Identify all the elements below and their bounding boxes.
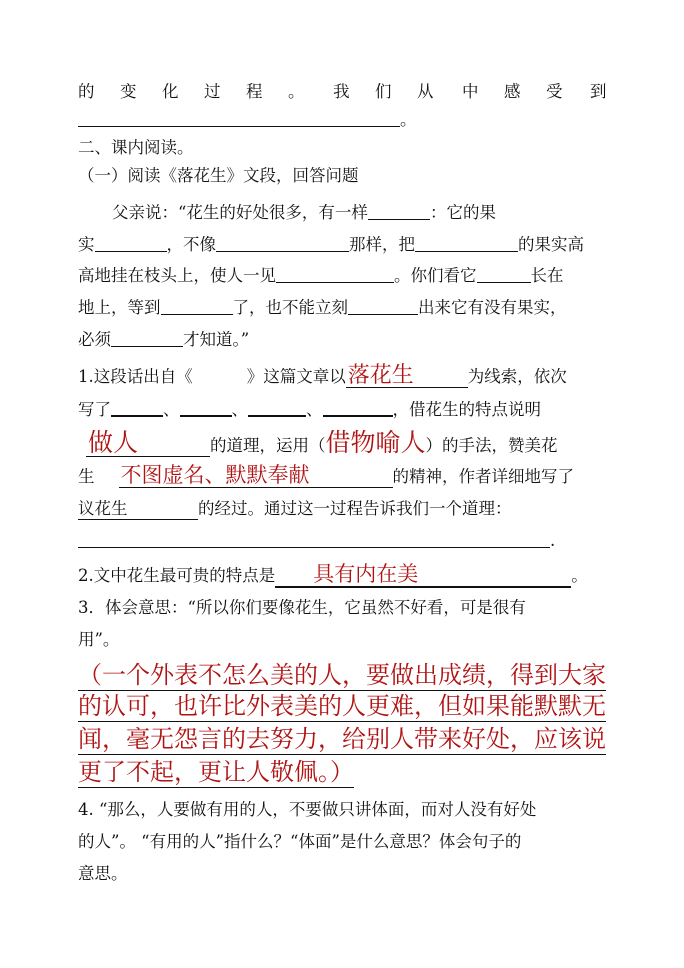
text-fragment: 》这篇文章以	[246, 367, 346, 386]
text-fragment: 。	[571, 566, 588, 585]
question-4-line: 4. “那么，人要做有用的人，不要做只讲体面，而对人没有好处	[78, 800, 537, 819]
text-char: 化	[162, 82, 179, 101]
text-fragment: 议花生	[78, 499, 128, 518]
text-char: 我	[333, 82, 350, 101]
answer-field-spirit[interactable]	[119, 465, 393, 488]
text-fragment: 必须	[78, 330, 111, 349]
answer-blank[interactable]	[78, 531, 550, 548]
text-char: 变	[120, 82, 137, 101]
text-fragment: ，借花生的特点说明	[392, 400, 541, 419]
fill-line-blank	[78, 110, 417, 130]
question-1-line	[78, 399, 541, 420]
answer-blank[interactable]	[323, 399, 393, 417]
answer-blank[interactable]	[216, 235, 349, 252]
subsection-heading: （一）阅读《落花生》文段，回答问题	[78, 166, 359, 185]
text-fragment: 那样，把	[349, 235, 415, 254]
handwritten-answer: 落花生	[347, 363, 414, 388]
text-fragment: 地上，等到	[78, 298, 161, 317]
text-fragment: 实	[78, 235, 95, 254]
text-fragment: 的经过。通过这一过程告诉我们一个道理：	[198, 499, 512, 518]
answer-blank[interactable]	[348, 298, 418, 315]
answer-blank[interactable]	[368, 203, 430, 220]
text-char: 感	[504, 82, 521, 101]
text-char: 的	[78, 82, 95, 101]
question-1-line	[78, 465, 574, 488]
question-1-line	[78, 499, 512, 520]
text-fragment: ）的手法，赞美花	[425, 436, 558, 455]
question-4-line: 意思。	[78, 864, 128, 883]
answer-blank[interactable]	[111, 399, 163, 417]
text-fragment: 出来它有没有果实，	[418, 298, 567, 317]
text-char: 过	[204, 82, 221, 101]
handwritten-answer: 做人	[88, 428, 139, 457]
section-heading: 二、课内阅读。	[78, 138, 194, 157]
answer-field-trait[interactable]	[275, 564, 571, 588]
answer-field-lesson[interactable]	[86, 428, 210, 457]
handwritten-answer: 的认可，也许比外表美的人更难，但如果能默默无	[78, 692, 606, 720]
text-char: 中	[462, 82, 479, 101]
text-fragment: 才知道。”	[183, 330, 250, 349]
text-fragment: 的果实高	[518, 235, 584, 254]
passage-line	[78, 266, 564, 286]
passage-line	[112, 203, 496, 223]
text-fragment: 了，也不能立刻	[232, 298, 348, 317]
question-1-line	[86, 428, 558, 457]
text-fragment: 高地挂在枝头上，使人一见	[78, 266, 276, 285]
answer-blank[interactable]	[78, 110, 400, 127]
text-fragment: 的道理，运用（	[210, 436, 326, 455]
handwritten-answer: 更了不起，更让人敬佩。）	[78, 758, 354, 786]
answer-blank[interactable]	[111, 330, 183, 347]
text-fragment: 、	[231, 400, 248, 419]
question-4-line: 的人”。 “有用的人”指什么？“体面”是什么意思？体会句子的	[78, 832, 522, 851]
passage-line	[78, 235, 584, 255]
text-fragment: 为线索，依次	[467, 367, 567, 386]
text-fragment: 。	[400, 110, 417, 129]
question-3-line: 用”。	[78, 630, 120, 649]
text-fragment: 长在	[530, 266, 564, 285]
answer-field-events[interactable]	[78, 499, 198, 520]
text-fragment: 、	[306, 400, 323, 419]
passage-line	[78, 330, 249, 350]
text-char: 到	[590, 82, 607, 101]
handwritten-answer: （一个外表不怎么美的人，要做出成绩，得到大家	[78, 661, 606, 689]
answer-field-clue[interactable]	[346, 363, 468, 388]
text-char: 从	[417, 82, 434, 101]
text-fragment: 。你们看它	[394, 266, 477, 285]
question-1-line	[78, 531, 555, 551]
answer-blank[interactable]	[477, 266, 531, 283]
question-2-line	[78, 564, 588, 588]
text-fragment: 2.文中花生最可贵的特点是	[78, 566, 276, 585]
passage-line	[78, 298, 567, 318]
text-fragment: 1.这段话出自《	[78, 367, 193, 386]
answer-blank[interactable]	[180, 399, 232, 417]
question-1-line	[78, 363, 567, 388]
text-char: 。	[288, 82, 305, 101]
answer-blank[interactable]	[161, 298, 233, 315]
handwritten-answer: 借物喻人	[325, 428, 426, 457]
question-3-line: 3．体会意思：“所以你们要像花生，它虽然不好看，可是很有	[78, 598, 526, 617]
answer-blank[interactable]	[276, 266, 394, 283]
text-fragment: 生	[78, 467, 95, 486]
answer-blank[interactable]	[415, 235, 518, 252]
answer-blank[interactable]	[95, 235, 167, 252]
text-char: 受	[546, 82, 563, 101]
text-fragment: ，不像	[166, 235, 216, 254]
handwritten-answer: 具有内在美	[313, 562, 419, 586]
text-fragment: ：它的果	[429, 203, 496, 222]
text-fragment: 的精神，作者详细地写了	[392, 467, 574, 486]
text-char: 程	[246, 82, 263, 101]
answer-blank[interactable]	[248, 399, 306, 417]
handwritten-answer: 闻，毫无怨言的去努力，给别人带来好处，应该说	[78, 725, 606, 753]
text-char: 们	[375, 82, 392, 101]
text-fragment: 父亲说：“花生的好处很多，有一样	[112, 203, 368, 222]
handwritten-answer: 不图虚名、默默奉献	[120, 463, 310, 487]
text-fragment: 、	[163, 400, 180, 419]
text-fragment: 写了	[78, 400, 111, 419]
text-fragment: .	[550, 531, 556, 550]
